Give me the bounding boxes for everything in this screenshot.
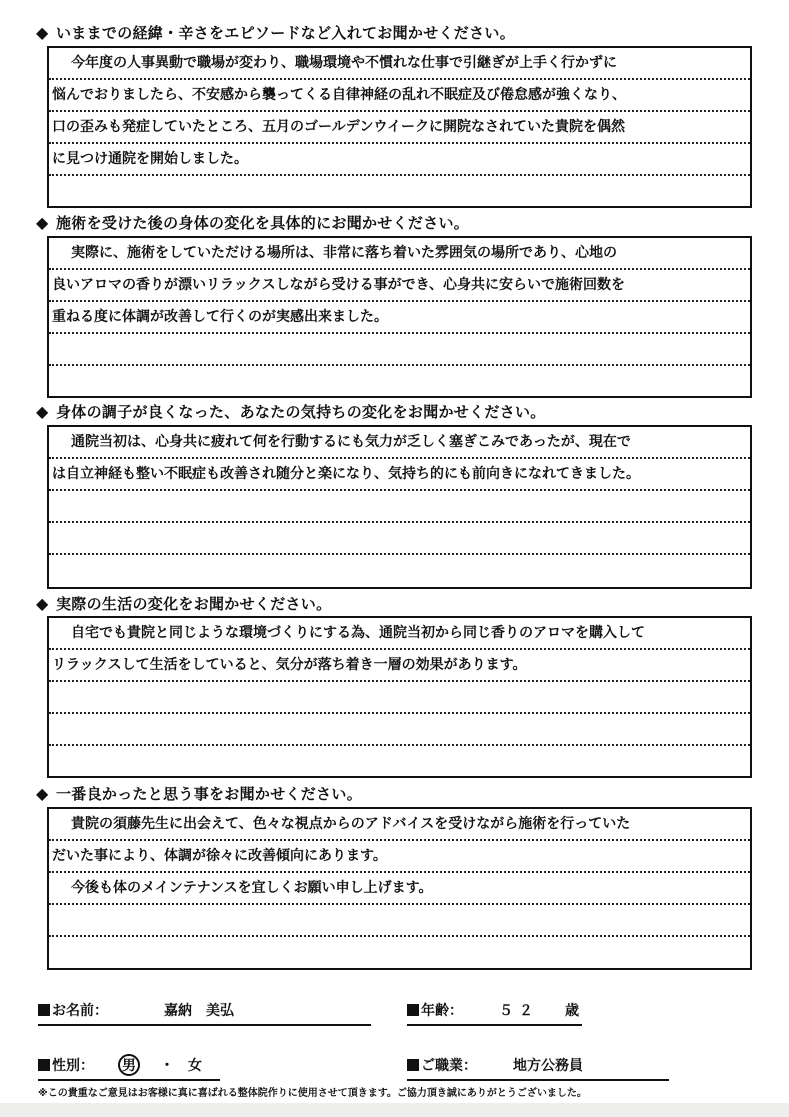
question-text: いままでの経緯・辛さをエピソードなど入れてお聞かせください。 <box>56 24 516 42</box>
question-heading-2 <box>36 212 469 234</box>
answer-line: に見つけ通院を開始しました。 <box>49 144 750 176</box>
answer-box-3 <box>47 425 752 589</box>
diamond-bullet-icon: ◆ <box>36 402 49 421</box>
answer-line: は自立神経も整い不眠症も改善され随分と楽になり、気持ち的にも前向きになれてきました。 <box>49 459 750 491</box>
diamond-bullet-icon: ◆ <box>36 23 49 42</box>
answer-box-4 <box>47 616 752 778</box>
occupation-field <box>407 1055 669 1081</box>
occupation-label: ご職業： <box>421 1058 477 1074</box>
answer-line: 重ねる度に体調が改善して行くのが実感出来ました。 <box>49 302 750 334</box>
answer-line: だいた事により、体調が徐々に改善傾向にあります。 <box>49 841 750 873</box>
answer-line <box>49 523 750 555</box>
answer-box-1 <box>47 46 752 208</box>
answer-line: 貴院の須藤先生に出会えて、色々な視点からのアドバイスを受けながら施術を行っていた <box>49 809 750 841</box>
square-bullet-icon <box>407 1004 419 1016</box>
age-label: 年齢： <box>421 1003 463 1019</box>
answer-line: 通院当初は、心身共に疲れて何を行動するにも気力が乏しく塞ぎこみであったが、現在で <box>49 427 750 459</box>
name-value: 嘉納 美弘 <box>164 1003 234 1019</box>
answer-line: 実際に、施術をしていただける場所は、非常に落ち着いた雰囲気の場所であり、心地の <box>49 238 750 270</box>
answer-line <box>49 682 750 714</box>
diamond-bullet-icon: ◆ <box>36 784 49 803</box>
bottom-band <box>0 1103 789 1117</box>
question-text: 一番良かったと思う事をお聞かせください。 <box>56 785 363 803</box>
answer-line: リラックスして生活をしていると、気分が落ち着き一層の効果があります。 <box>49 650 750 682</box>
gender-option-female[interactable]: 女 <box>188 1058 202 1074</box>
occupation-value: 地方公務員 <box>513 1058 583 1074</box>
answer-line: 良いアロマの香りが漂いリラックスしながら受ける事ができ、心身共に安らいで施術回数を <box>49 270 750 302</box>
square-bullet-icon <box>38 1059 50 1071</box>
age-unit: 歳 <box>565 1003 579 1019</box>
answer-line <box>49 366 750 398</box>
selected-circle-mark: 男 <box>118 1054 140 1076</box>
question-text: 施術を受けた後の身体の変化を具体的にお聞かせください。 <box>56 214 470 232</box>
answer-line: 悩んでおりましたら、不安感から襲ってくる自律神経の乱れ不眠症及び倦怠感が強くなり、 <box>49 80 750 112</box>
name-field <box>38 1000 371 1026</box>
question-heading-1 <box>36 22 515 44</box>
gender-field <box>38 1055 220 1081</box>
question-heading-3 <box>36 401 546 423</box>
answer-line <box>49 555 750 587</box>
answer-box-5 <box>47 807 752 970</box>
answer-line <box>49 176 750 208</box>
answer-line <box>49 937 750 969</box>
question-heading-5 <box>36 783 362 805</box>
answer-line <box>49 714 750 746</box>
question-heading-4 <box>36 593 331 615</box>
gender-separator: ・ <box>160 1058 174 1074</box>
age-field <box>407 1000 582 1026</box>
answer-line: 口の歪みも発症していたところ、五月のゴールデンウイークに開院なされていた貴院を偶然 <box>49 112 750 144</box>
answer-line <box>49 905 750 937</box>
answer-line: 自宅でも貴院と同じような環境づくりにする為、通院当初から同じ香りのアロマを購入して <box>49 618 750 650</box>
answer-line <box>49 334 750 366</box>
square-bullet-icon <box>38 1004 50 1016</box>
question-text: 身体の調子が良くなった、あなたの気持ちの変化をお聞かせください。 <box>56 403 546 421</box>
answer-line <box>49 491 750 523</box>
gender-option-male[interactable] <box>118 1054 140 1077</box>
question-text: 実際の生活の変化をお聞かせください。 <box>56 595 332 613</box>
age-value: ５２ <box>499 1003 539 1019</box>
answer-line: 今後も体のメインテナンスを宜しくお願い申し上げます。 <box>49 873 750 905</box>
name-label: お名前： <box>52 1003 108 1019</box>
answer-line <box>49 746 750 778</box>
square-bullet-icon <box>407 1059 419 1071</box>
footnote: ※この貴重なご意見はお客様に真に喜ばれる整体院作りに使用させて頂きます。ご協力頂き誠にありがとうございました。 <box>38 1088 587 1099</box>
diamond-bullet-icon: ◆ <box>36 213 49 232</box>
answer-box-2 <box>47 236 752 398</box>
answer-line: 今年度の人事異動で職場が変わり、職場環境や不慣れな仕事で引継ぎが上手く行かずに <box>49 48 750 80</box>
gender-label: 性別： <box>52 1058 94 1074</box>
diamond-bullet-icon: ◆ <box>36 594 49 613</box>
